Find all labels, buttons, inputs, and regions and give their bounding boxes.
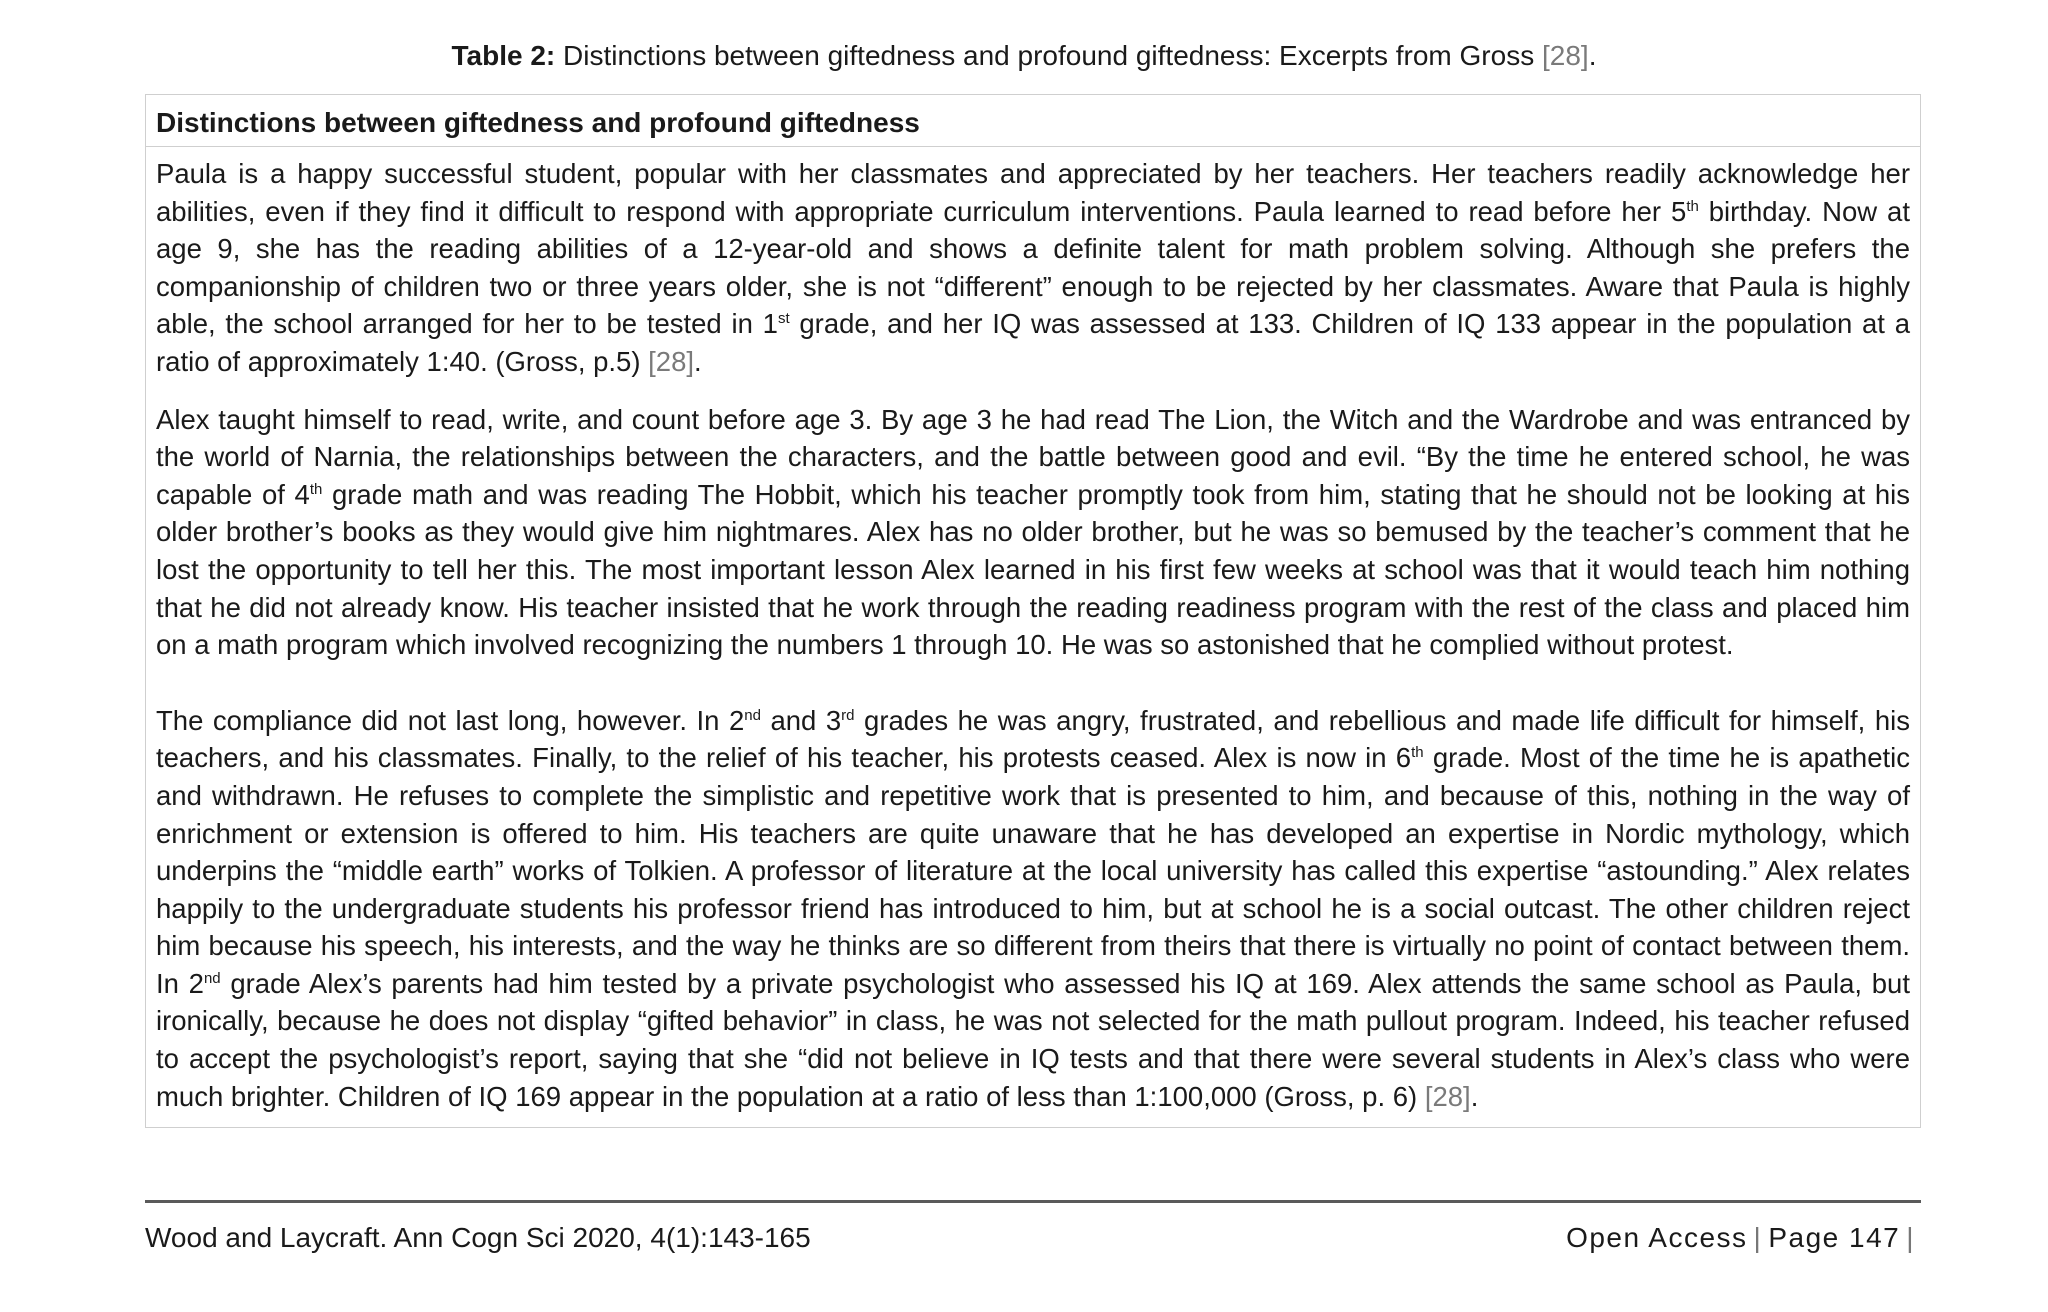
footer-separator: | [1906,1222,1915,1253]
alex2-text-1: The compliance did not last long, however. In 2 [156,704,745,736]
alex2-text-3: grades he was angry, frustrated, and rebellious and made life difficult for himself, his teachers, and his classmates. Finally, to the relief of his teacher, his protests ceased. Alex is now in 6 [156,704,1910,774]
open-access-label: Open Access [1566,1222,1748,1253]
alex-paragraph-1 [156,401,1910,664]
table-body [146,147,1920,1127]
alex-paragraph-2 [156,702,1910,1116]
caption-text: Distinctions between giftedness and profound giftedness: Excerpts from Gross [555,40,1542,71]
caption-label: Table 2: [451,40,556,71]
footer-rule [145,1200,1921,1203]
superscript: th [309,480,323,498]
alex1-text-1: Alex taught himself to read, write, and count before age 3. By age 3 he had read The Lion, the Witch and the Wardrobe and was entranced by the world of Narnia, the relationships between the characters, and the battle between good and evil. “By the time he entered school, he was capable of 4 [156,403,1910,510]
distinctions-table [145,94,1921,1128]
alex-reference-link[interactable]: [28] [1424,1080,1471,1112]
paula-text-3: grade, and her IQ was assessed at 133. Children of IQ 133 appear in the population at a ratio of approximately 1:40. (Gross, p.5) [156,308,1910,377]
paula-paragraph [156,155,1910,381]
caption-end: . [1588,40,1597,71]
table-caption [0,36,2048,76]
superscript: rd [841,706,855,724]
alex2-text-2: and 3 [760,704,842,736]
superscript: nd [203,969,221,987]
superscript: st [777,310,790,328]
caption-reference-link[interactable]: [28] [1541,40,1589,71]
footer-page-info [1566,1220,1921,1256]
footer-separator: | [1753,1222,1763,1253]
alex2-end: . [1470,1080,1479,1112]
alex1-text-2: grade math and was reading The Hobbit, which his teacher promptly took from him, stating that he should not be looking at his older brother’s books as they would give him nightmares. Alex has no older brother, but he was so bemused by the teacher’s comment that he lost the opportunity to tell her this. The most important lesson Alex learned in his first few weeks at school was that it would teach him nothing that he did not already know. His teacher insisted that he work through the reading readiness program with the rest of the class and placed him on a math program which involved recognizing the numbers 1 through 10. He was so astonished that he complied without protest. [156,478,1910,661]
alex2-text-5: grade Alex’s parents had him tested by a private psychologist who assessed his IQ at 169. Alex attends the same school as Paula, but ironically, because he does not display “gifted behavior” in class, he was not selected for the math pullout program. Indeed, his teacher refused to accept the psychologist’s report, saying that she “did not believe in IQ tests and that there were several students in Alex’s class who were much brighter. Children of IQ 169 appear in the population at a ratio of less than 1:100,000 (Gross, p. 6) [156,967,1910,1112]
superscript: th [1686,197,1699,215]
table-header: Distinctions between giftedness and profound giftedness [146,95,1920,147]
paula-reference-link[interactable]: [28] [648,345,695,377]
superscript: th [1411,744,1424,762]
page-number: Page 147 [1768,1222,1901,1253]
superscript: nd [744,706,761,724]
paula-text-1: Paula is a happy successful student, popular with her classmates and appreciated by her teachers. Her teachers readily acknowledge her abilities, even if they find it difficult to respond with appropriate curriculum interventions. Paula learned to read before her 5 [156,158,1910,227]
paula-end: . [694,345,702,377]
alex2-text-4: grade. Most of the time he is apathetic and withdrawn. He refuses to complete the simplistic and repetitive work that is presented to him, and because of this, nothing in the way of enrichment or extension is offered to him. His teachers are quite unaware that he has developed an expertise in Nordic mythology, which underpins the “middle earth” works of Tolkien. A professor of literature at the local university has called this expertise “astounding.” Alex relates happily to the undergraduate students his professor friend has introduced to him, but at school he is a social outcast. The other children reject him because his speech, his interests, and the way he thinks are so different from theirs that there is virtually no point of contact between them. In 2 [156,742,1910,999]
footer-citation: Wood and Laycraft. Ann Cogn Sci 2020, 4(1):143-165 [145,1222,811,1253]
paula-text-2: birthday. Now at age 9, she has the reading abilities of a 12-year-old and shows a definite talent for math problem solving. Although she prefers the companionship of children two or three years older, she is not “different” enough to be rejected by her classmates. Aware that Paula is highly able, the school arranged for her to be tested in 1 [156,195,1910,340]
